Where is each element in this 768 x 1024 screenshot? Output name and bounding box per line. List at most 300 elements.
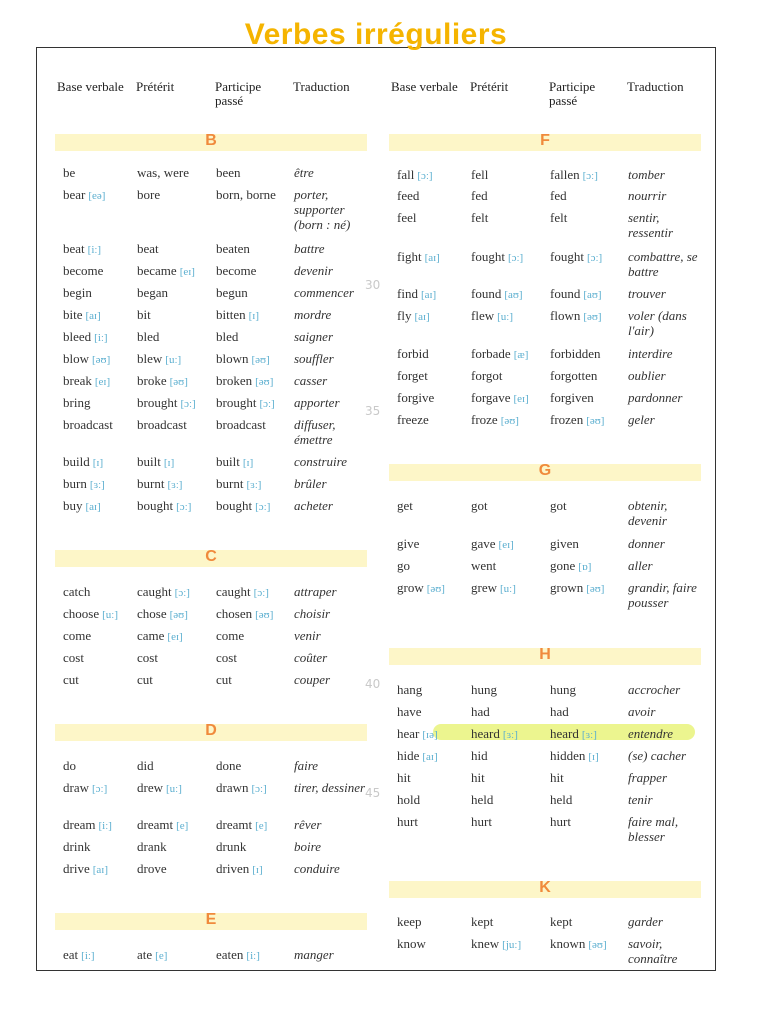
header-base: Base verbale (57, 79, 124, 94)
verb-preterit (471, 726, 518, 743)
verb-translation-text: grandir, faire pousser (628, 580, 697, 610)
verb-base (63, 650, 84, 665)
verb-translation-text: diffuser, émettre (294, 417, 336, 447)
verb-base (63, 839, 90, 854)
verb-preterit (471, 914, 493, 929)
verb-translation (294, 947, 369, 962)
verb-translation-text: tirer, dessiner (294, 780, 366, 795)
verb-base (63, 628, 91, 643)
verb-participle (550, 682, 576, 697)
header-preterit: Prétérit (470, 79, 509, 94)
verb-participle-text: fought (550, 249, 584, 264)
phonetic: [ɔː] (255, 501, 271, 513)
verb-base (397, 558, 410, 573)
verb-participle (216, 454, 253, 471)
phonetic: [aɪ] (424, 252, 440, 264)
verb-base-text: buy (63, 498, 83, 513)
verb-translation (628, 792, 703, 807)
verb-base (63, 307, 101, 324)
verb-translation (628, 390, 703, 405)
verb-participle-text: gone (550, 558, 576, 573)
verb-base-text: bite (63, 307, 83, 322)
phonetic: [ɪ] (588, 751, 599, 763)
verb-preterit (137, 498, 191, 515)
verb-translation (294, 241, 369, 256)
phonetic: [ɪ] (242, 457, 254, 469)
verb-translation-text: brûler (294, 476, 327, 491)
verb-translation (628, 286, 703, 301)
verb-participle-text: cut (216, 672, 232, 687)
verb-base-text: hide (397, 748, 420, 763)
verb-translation (294, 861, 369, 876)
verb-translation (628, 498, 703, 528)
left-column (55, 48, 367, 970)
verb-preterit-text: held (471, 792, 494, 807)
verb-base-text: bear (63, 187, 86, 202)
verb-preterit (137, 165, 189, 180)
verb-participle (216, 839, 246, 854)
verb-translation-text: saigner (294, 329, 333, 344)
verb-base (63, 454, 103, 471)
verb-base-text: go (397, 558, 410, 573)
phonetic: [æ] (513, 349, 529, 361)
verb-participle (216, 672, 232, 687)
verb-preterit (137, 650, 158, 665)
phonetic: [ɔː] (92, 783, 108, 795)
verb-base (63, 780, 107, 797)
verb-participle (550, 286, 602, 303)
section-letter: G (538, 462, 552, 479)
verb-base (397, 936, 426, 951)
verb-preterit (471, 498, 488, 513)
verb-preterit-text: forgot (471, 368, 503, 383)
verb-base (397, 346, 429, 361)
verb-translation-text: venir (294, 628, 321, 643)
verb-participle-text: done (216, 758, 242, 773)
verb-base (63, 606, 118, 623)
header-traduction: Traduction (293, 79, 350, 94)
verb-base-text: know (397, 936, 426, 951)
verb-base-text: choose (63, 606, 100, 621)
phonetic: [eɪ] (498, 539, 514, 551)
verb-preterit (471, 286, 523, 303)
section-letter: E (205, 911, 217, 928)
verb-translation-text: construire (294, 454, 347, 469)
phonetic: [aɪ] (85, 501, 101, 513)
verb-base-text: forgive (397, 390, 435, 405)
phonetic: [eɪ] (167, 631, 183, 643)
verb-base-text: fall (397, 167, 415, 182)
verb-translation (294, 187, 369, 232)
verb-participle (216, 187, 276, 202)
verb-base (397, 167, 433, 184)
verb-preterit-text: kept (471, 914, 494, 929)
verb-participle (550, 726, 597, 743)
phonetic: [əʊ] (169, 376, 188, 388)
verb-base (63, 476, 105, 493)
verb-preterit (137, 606, 188, 623)
verb-participle-text: heard (550, 726, 579, 741)
verb-participle-text: felt (550, 210, 568, 225)
verb-base-text: have (397, 704, 422, 719)
verb-translation (628, 210, 703, 240)
phonetic: [aʊ] (504, 289, 523, 301)
verb-preterit (471, 188, 488, 203)
verb-participle-text: forbidden (550, 346, 601, 361)
phonetic: [eə] (88, 190, 106, 202)
verb-translation (294, 606, 369, 621)
verb-preterit-text: beat (137, 241, 159, 256)
verb-translation-text: porter, supporter (born : né) (294, 187, 351, 232)
verb-base-text: eat (63, 947, 79, 962)
verb-participle (550, 249, 602, 266)
verb-base-text: break (63, 373, 92, 388)
verb-base-text: fight (397, 249, 422, 264)
verb-base (397, 914, 422, 929)
phonetic: [ɜː] (581, 729, 597, 741)
verb-participle-text: given (550, 536, 579, 551)
verb-preterit-text: felt (471, 210, 489, 225)
verb-translation-text: tomber (628, 167, 665, 182)
verb-participle (216, 584, 269, 601)
verb-preterit (137, 417, 187, 432)
verb-preterit (471, 580, 516, 597)
verb-base (397, 286, 436, 303)
verb-preterit-text: hung (471, 682, 497, 697)
phonetic: [e] (255, 820, 268, 832)
verb-base (63, 187, 105, 204)
verb-participle-text: come (216, 628, 245, 643)
verb-preterit (471, 308, 513, 325)
verb-base (63, 417, 113, 432)
verb-preterit-text: fell (471, 167, 489, 182)
verb-base-text: feel (397, 210, 417, 225)
verb-participle-text: broken (216, 373, 253, 388)
verb-participle-text: broadcast (216, 417, 266, 432)
verb-translation-text: geler (628, 412, 655, 427)
phonetic: [ɔː] (417, 170, 433, 182)
verb-participle (550, 792, 572, 807)
verb-base-text: bleed (63, 329, 92, 344)
verb-base (63, 817, 112, 834)
verb-base-text: cut (63, 672, 79, 687)
verb-base (397, 390, 434, 405)
column-headers-left (55, 80, 367, 120)
verb-translation (628, 748, 703, 763)
verb-translation-text: faire mal, blesser (628, 814, 679, 844)
verb-participle-text: chosen (216, 606, 253, 621)
verb-translation (294, 454, 369, 469)
verb-translation-text: souffler (294, 351, 334, 366)
verb-participle-text: drunk (216, 839, 247, 854)
verb-base (63, 285, 92, 300)
verb-base-text: forget (397, 368, 428, 383)
phonetic: [ɔː] (180, 398, 196, 410)
verb-participle-text: bought (216, 498, 253, 513)
verb-preterit (137, 329, 159, 344)
verb-translation-text: acheter (294, 498, 333, 513)
section-letter: B (205, 132, 217, 149)
verb-preterit-text: forgave (471, 390, 511, 405)
verb-translation-text: faire (294, 758, 319, 773)
verb-translation-text: interdire (628, 346, 673, 361)
verb-preterit (137, 351, 181, 368)
verb-preterit-text: hid (471, 748, 488, 763)
phonetic: [ɪ] (252, 864, 263, 876)
verb-translation (628, 770, 703, 785)
verb-preterit-text: gave (471, 536, 496, 551)
phonetic: [aɪ] (420, 289, 437, 301)
verb-translation-text: oublier (628, 368, 666, 383)
verb-preterit-text: heard (471, 726, 500, 741)
verb-base-text: cost (63, 650, 84, 665)
verb-preterit-text: drank (137, 839, 167, 854)
phonetic: [aʊ] (583, 289, 602, 301)
verb-preterit (471, 167, 488, 182)
verb-participle (216, 373, 273, 390)
verb-base (397, 792, 420, 807)
verb-base (397, 748, 438, 765)
verb-participle-text: begun (216, 285, 248, 300)
verb-translation (294, 373, 369, 388)
verb-participle-text: burnt (216, 476, 244, 491)
verb-translation-text: trouver (628, 286, 666, 301)
verb-participle-text: forgiven (550, 390, 594, 405)
verb-preterit (137, 584, 190, 601)
verb-translation (294, 780, 369, 795)
verb-participle-text: blown (216, 351, 249, 366)
verb-base-text: come (63, 628, 92, 643)
verb-participle-text: been (216, 165, 241, 180)
verb-preterit (471, 558, 496, 573)
verb-preterit-text: grew (471, 580, 497, 595)
verb-translation-text: commencer (294, 285, 354, 300)
verb-base-text: broadcast (63, 417, 113, 432)
phonetic: [ɔː] (253, 587, 269, 599)
verb-base (397, 368, 428, 383)
verb-base-text: build (63, 454, 90, 469)
verb-preterit-text: was, were (137, 165, 189, 180)
verb-base (397, 704, 422, 719)
verb-translation-text: savoir, connaître (628, 936, 678, 966)
verb-preterit (471, 814, 492, 829)
verb-translation-text: accrocher (628, 682, 681, 697)
verb-participle (550, 814, 571, 829)
verb-preterit (471, 390, 529, 407)
verb-translation-text: garder (628, 914, 663, 929)
verb-preterit (471, 412, 519, 429)
verb-translation-text: mordre (294, 307, 332, 322)
verb-preterit-text: ate (137, 947, 153, 962)
phonetic: [ɔː] (507, 252, 524, 264)
verb-base (397, 249, 440, 266)
section-letter: C (205, 548, 217, 565)
verb-participle-text: kept (550, 914, 573, 929)
section-letter: K (539, 879, 551, 896)
verb-participle-text: become (216, 263, 257, 278)
verb-participle (550, 167, 598, 184)
verb-participle (216, 628, 244, 643)
header-traduction: Traduction (627, 79, 684, 94)
verb-preterit (471, 346, 528, 363)
verb-participle-text: eaten (216, 947, 244, 962)
verb-translation (294, 351, 369, 366)
verb-translation (294, 329, 369, 344)
verb-participle (550, 936, 607, 953)
verb-base (397, 308, 430, 325)
phonetic: [ɔː] (586, 252, 603, 264)
verb-participle (550, 412, 604, 429)
phonetic: [ɪ] (92, 457, 104, 469)
verb-base (63, 263, 103, 278)
verb-base-text: give (397, 536, 420, 551)
verb-participle (550, 704, 569, 719)
verb-participle (550, 536, 579, 551)
verb-participle-text: found (550, 286, 581, 301)
verb-participle (550, 188, 567, 203)
verb-participle-text: dreamt (216, 817, 253, 832)
verb-participle (216, 861, 263, 878)
verb-participle (550, 770, 564, 785)
phonetic: [e] (155, 950, 168, 962)
verb-participle (550, 210, 567, 225)
verb-preterit-text: caught (137, 584, 172, 599)
verb-base-text: dream (63, 817, 96, 832)
verb-participle (550, 308, 602, 325)
verb-translation (628, 412, 703, 427)
verb-translation-text: choisir (294, 606, 331, 621)
verb-translation-text: nourrir (628, 188, 667, 203)
verb-preterit-text: hurt (471, 814, 492, 829)
verb-preterit (137, 476, 182, 493)
verb-preterit-text: bore (137, 187, 161, 202)
verb-base-text: drive (63, 861, 90, 876)
verb-base-text: begin (63, 285, 92, 300)
verb-preterit (137, 307, 151, 322)
verb-translation (628, 704, 703, 719)
verb-base-text: hold (397, 792, 421, 807)
verb-participle-text: bled (216, 329, 239, 344)
verb-translation (628, 536, 703, 551)
phonetic: [eɪ] (513, 393, 529, 405)
verb-translation-text: casser (294, 373, 328, 388)
verb-participle-text: fed (550, 188, 567, 203)
verb-participle-text: built (216, 454, 240, 469)
verb-translation (294, 476, 369, 491)
verb-participle (216, 285, 248, 300)
phonetic: [əʊ] (255, 609, 274, 621)
verb-preterit-text: fed (471, 188, 488, 203)
section-letter: H (539, 646, 551, 663)
phonetic: [e] (176, 820, 189, 832)
verb-participle (216, 780, 267, 797)
verb-preterit (137, 780, 182, 797)
verb-participle (216, 817, 267, 834)
verb-preterit-text: chose (137, 606, 167, 621)
verb-preterit (137, 861, 167, 876)
verb-translation (628, 682, 703, 697)
verb-participle-text: beaten (216, 241, 250, 256)
phonetic: [əʊ] (500, 415, 519, 427)
verb-translation (294, 417, 369, 447)
verb-base (397, 770, 411, 785)
verb-translation-text: sentir, ressentir (628, 210, 674, 240)
verb-participle (216, 650, 237, 665)
verb-preterit-text: bit (137, 307, 151, 322)
verb-preterit (471, 210, 488, 225)
phonetic: [eɪ] (179, 266, 195, 278)
verb-participle (216, 498, 270, 515)
verb-participle (216, 351, 270, 368)
phonetic: [ɔː] (582, 170, 598, 182)
verb-translation-text: frapper (628, 770, 667, 785)
verb-preterit (137, 628, 183, 645)
right-column (389, 48, 701, 970)
verb-preterit (471, 536, 514, 553)
verb-translation (294, 307, 369, 322)
verb-translation-text: tenir (628, 792, 653, 807)
phonetic: [əʊ] (255, 376, 274, 388)
verb-base-text: get (397, 498, 413, 513)
header-preterit: Prétérit (136, 79, 175, 94)
verb-base (397, 188, 419, 203)
verb-preterit-text: drove (137, 861, 167, 876)
verb-preterit (471, 249, 523, 266)
verb-preterit-text: built (137, 454, 161, 469)
verb-base-text: forbid (397, 346, 429, 361)
phonetic: [ɔː] (259, 398, 275, 410)
verb-base (63, 329, 108, 346)
verb-translation-text: apporter (294, 395, 340, 410)
verb-participle (550, 580, 604, 597)
verb-preterit (137, 817, 188, 834)
verb-base (397, 412, 429, 427)
phonetic: [aɪ] (422, 751, 438, 763)
verb-preterit-text: did (137, 758, 154, 773)
verb-preterit-text: became (137, 263, 177, 278)
verb-base (63, 758, 76, 773)
phonetic: [ɔː] (176, 501, 192, 513)
verb-preterit (137, 947, 167, 964)
verb-preterit-text: found (471, 286, 502, 301)
phonetic: [ɜː] (246, 479, 262, 491)
verb-translation (628, 368, 703, 383)
verb-preterit (137, 839, 167, 854)
phonetic: [ɪ] (163, 457, 175, 469)
verb-participle-text: flown (550, 308, 581, 323)
verb-translation-text: aller (628, 558, 653, 573)
phonetic: [uː] (102, 609, 118, 621)
verb-base-text: hurt (397, 814, 418, 829)
verb-preterit-text: dreamt (137, 817, 174, 832)
phonetic: [əʊ] (426, 583, 445, 595)
verb-translation-text: manger (294, 947, 334, 962)
verb-participle (550, 368, 597, 383)
verb-translation (294, 758, 369, 773)
verb-base-text: be (63, 165, 76, 180)
phonetic: [ɪ] (248, 310, 259, 322)
verb-preterit-text: cost (137, 650, 158, 665)
verb-translation-text: (se) cacher (628, 748, 687, 763)
verb-participle (216, 307, 259, 324)
verb-base-text: freeze (397, 412, 429, 427)
verb-base (63, 672, 79, 687)
phonetic: [iː] (94, 332, 108, 344)
verb-base (63, 165, 75, 180)
verb-preterit-text: cut (137, 672, 153, 687)
verb-preterit (471, 770, 485, 785)
verb-preterit-text: knew (471, 936, 500, 951)
